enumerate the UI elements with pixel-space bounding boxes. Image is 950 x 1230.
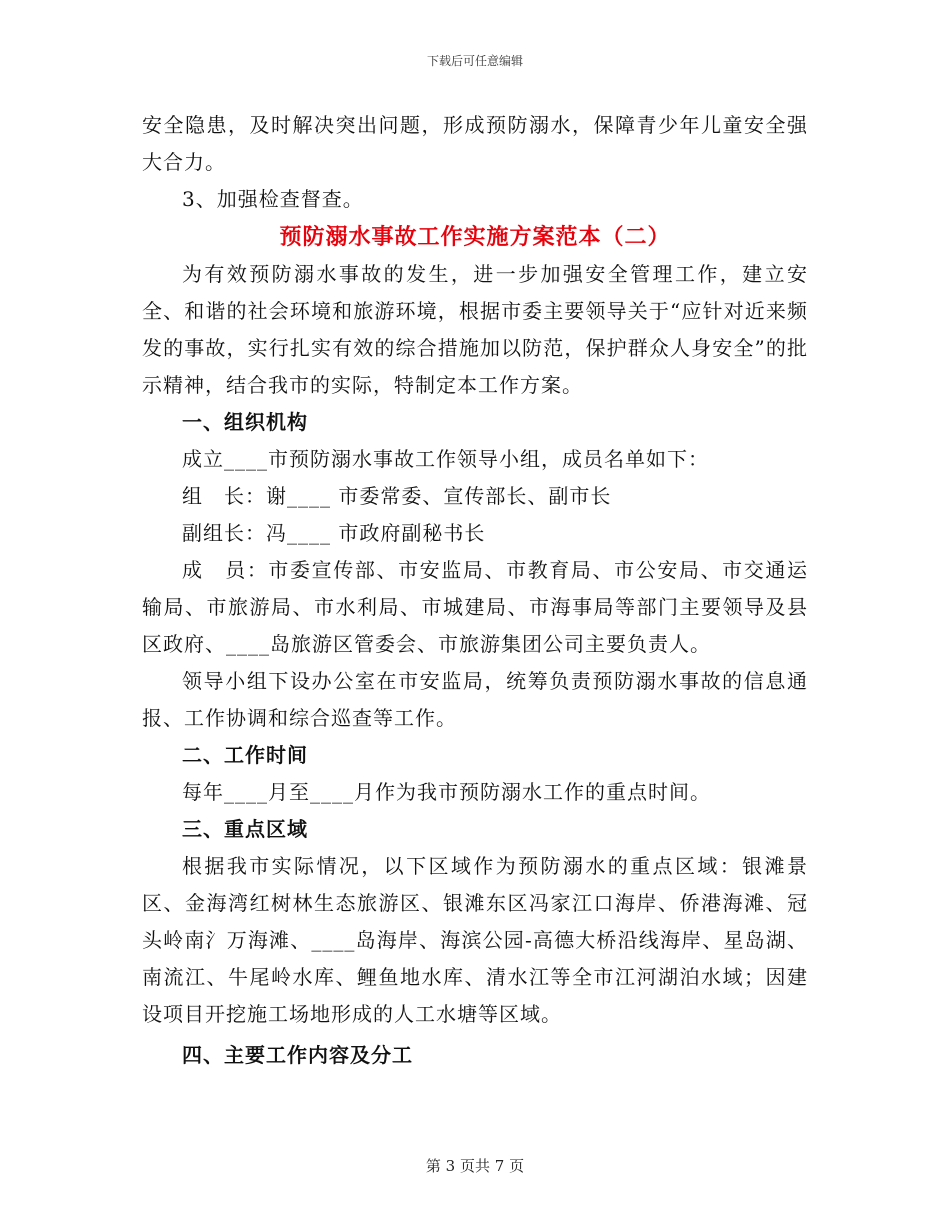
heading-main-work: 四、主要工作内容及分工 <box>182 1043 413 1067</box>
paragraph-members: 成 员：市委宣传部、市安监局、市教育局、市公安局、市交通运输局、市旅游局、市水利局、市城建局、市海事局等部门主要领导及县区政府、____岛旅游区管委会、市旅游集团公司主要负责人。 <box>142 558 808 656</box>
page-header: 下载后可任意编辑 <box>426 54 523 68</box>
paragraph-intro: 为有效预防溺水事故的发生，进一步加强安全管理工作，建立安全、和谐的社会环境和旅游环境，根据市委主要领导关于“应针对近来频发的事故，实行扎实有效的综合措施加以防范，保护群众人身安全”的批示精神，结合我市的实际，特制定本工作方案。 <box>142 262 808 397</box>
paragraph-work-time: 每年____月至____月作为我市预防溺水工作的重点时间。 <box>182 780 711 804</box>
heading-key-areas: 三、重点区域 <box>182 817 308 841</box>
heading-organization: 一、组织机构 <box>182 410 308 434</box>
page-footer: 第 3 页共 7 页 <box>425 1157 525 1175</box>
paragraph-establish: 成立____市预防溺水事故工作领导小组，成员名单如下： <box>182 447 709 471</box>
paragraph-leader: 组 长：谢____ 市委常委、宣传部长、副市长 <box>182 484 612 508</box>
heading-work-time: 二、工作时间 <box>182 743 308 767</box>
paragraph-item-3: 3、加强检查督查。 <box>182 187 364 211</box>
paragraph-continuation: 安全隐患，及时解决突出问题，形成预防溺水，保障青少年儿童安全强大合力。 <box>142 113 808 174</box>
document-body <box>142 107 808 1074</box>
section-title: 预防溺水事故工作实施方案范本（二） <box>279 224 671 250</box>
paragraph-key-areas: 根据我市实际情况，以下区域作为预防溺水的重点区域：银滩景区、金海湾红树林生态旅游区、银滩东区冯家江口海岸、侨港海滩、冠头岭南氵万海滩、____岛海岸、海滨公园-高德大桥沿线海岸、星岛湖、南流江、牛尾岭水库、鲤鱼地水库、清水江等全市江河湖泊水域；因建设项目开挖施工场地形成的人工水塘等区域。 <box>142 854 808 1026</box>
paragraph-office: 领导小组下设办公室在市安监局，统筹负责预防溺水事故的信息通报、工作协调和综合巡查等工作。 <box>142 669 808 730</box>
paragraph-deputy-leader: 副组长：冯____ 市政府副秘书长 <box>182 521 486 545</box>
